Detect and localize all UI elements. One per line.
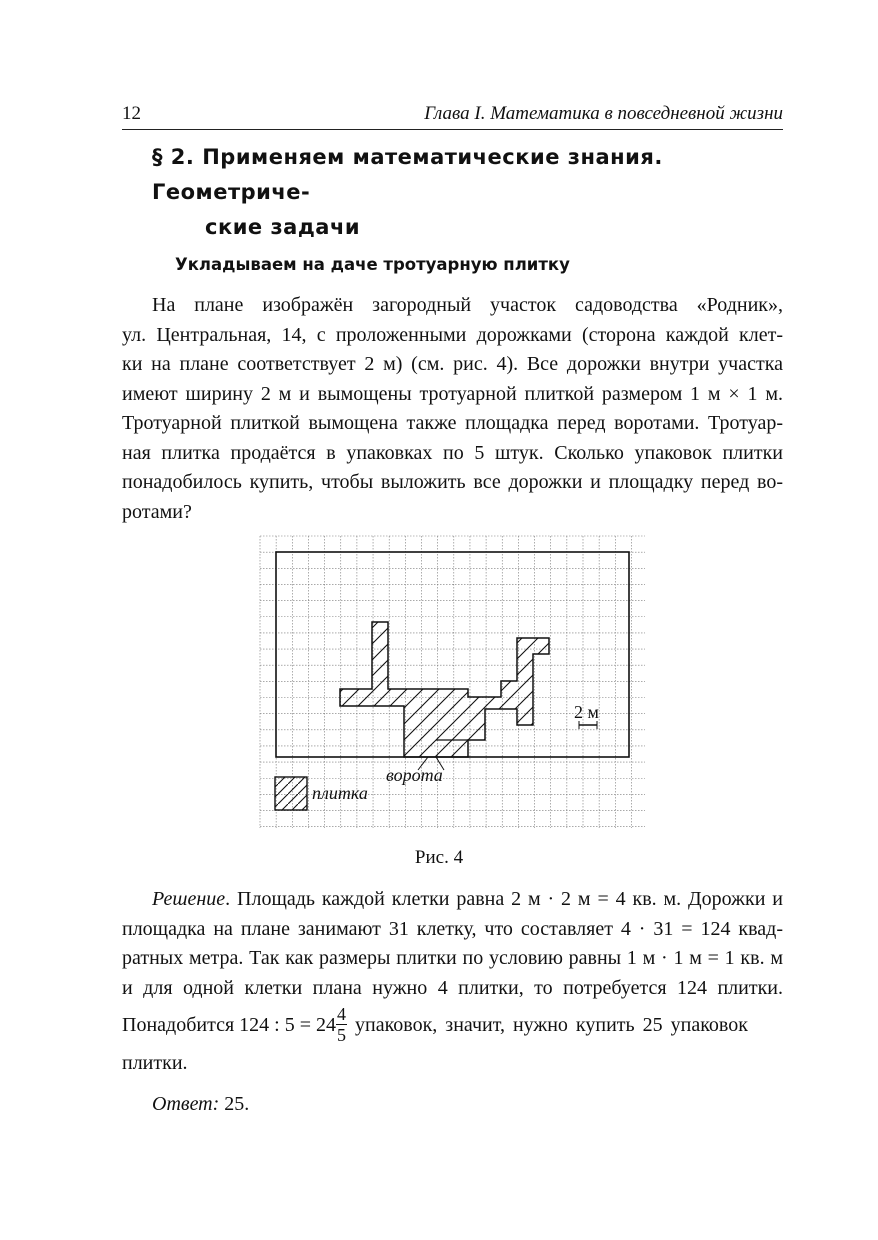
section-title-line2: ские задачи bbox=[205, 215, 361, 239]
solution-line6: плитки. bbox=[122, 1052, 188, 1074]
paths-shape bbox=[340, 622, 549, 757]
answer bbox=[152, 1093, 249, 1116]
answer-value: 25. bbox=[219, 1093, 250, 1115]
problem-line: имеют ширину 2 м и вымощены тротуарной плиткой размером 1 м × 1 м. bbox=[122, 382, 783, 405]
fraction-numerator: 4 bbox=[336, 1004, 346, 1024]
solution-line: и для одной клетки плана нужно 4 плитки, то потребуется 124 плитки. bbox=[122, 976, 783, 999]
solution-line: ратных метра. Так как размеры плитки по условию равны 1 м · 1 м = 1 кв. м bbox=[122, 947, 783, 969]
fraction bbox=[336, 1004, 347, 1045]
solution-fraction-line bbox=[122, 1006, 783, 1056]
page-header bbox=[122, 101, 783, 130]
problem-line: Тротуарной плиткой вымощена также площадка перед воротами. Тротуар- bbox=[122, 412, 783, 434]
problem-line: На плане изображён загородный участок садоводства «Родник», bbox=[152, 294, 783, 316]
tile-legend-swatch bbox=[275, 777, 307, 810]
page-number: 12 bbox=[122, 103, 141, 124]
solution-label: Решение bbox=[152, 888, 226, 910]
section-title-line1: § 2. Применяем математические знания. Геометриче- bbox=[152, 145, 663, 204]
solution-text bbox=[122, 885, 783, 1003]
chapter-title: Глава I. Математика в повседневной жизни bbox=[424, 103, 783, 124]
gate-label: ворота bbox=[386, 765, 443, 785]
scale-label: 2 м bbox=[574, 702, 599, 722]
problem-line: ная плитка продаётся в упаковках по 5 штук. Сколько упаковок плитки bbox=[122, 441, 783, 464]
problem-line: ки на плане соответствует 2 м) (см. рис. 4). Все дорожки внутри участка bbox=[122, 353, 783, 375]
solution-line5-pre: Понадобится 124 : 5 = 24 bbox=[122, 1014, 336, 1037]
problem-line: ул. Центральная, 14, с проложенными дорожками (сторона каждой клет- bbox=[122, 323, 783, 346]
solution-line1: . Площадь каждой клетки равна 2 м · 2 м = 4 кв. м. Дорожки и bbox=[225, 888, 783, 910]
site-plan-figure bbox=[258, 534, 648, 832]
section-title bbox=[152, 140, 788, 245]
problem-line: ротами? bbox=[122, 500, 192, 523]
solution-line5-post: упаковок, значит, нужно купить 25 упаковок bbox=[346, 1014, 748, 1037]
problem-text bbox=[122, 291, 783, 527]
solution-line bbox=[122, 885, 783, 915]
answer-label: Ответ: bbox=[152, 1093, 220, 1115]
subsection-title: Укладываем на даче тротуарную плитку bbox=[175, 255, 570, 274]
tile-legend-label: плитка bbox=[312, 783, 368, 803]
problem-line: понадобилось купить, чтобы выложить все дорожки и площадку перед во- bbox=[122, 471, 783, 493]
fraction-denominator: 5 bbox=[336, 1025, 346, 1045]
figure-caption: Рис. 4 bbox=[414, 847, 464, 868]
solution-line: площадка на плане занимают 31 клетку, что составляет 4 · 31 = 124 квад- bbox=[122, 917, 783, 940]
